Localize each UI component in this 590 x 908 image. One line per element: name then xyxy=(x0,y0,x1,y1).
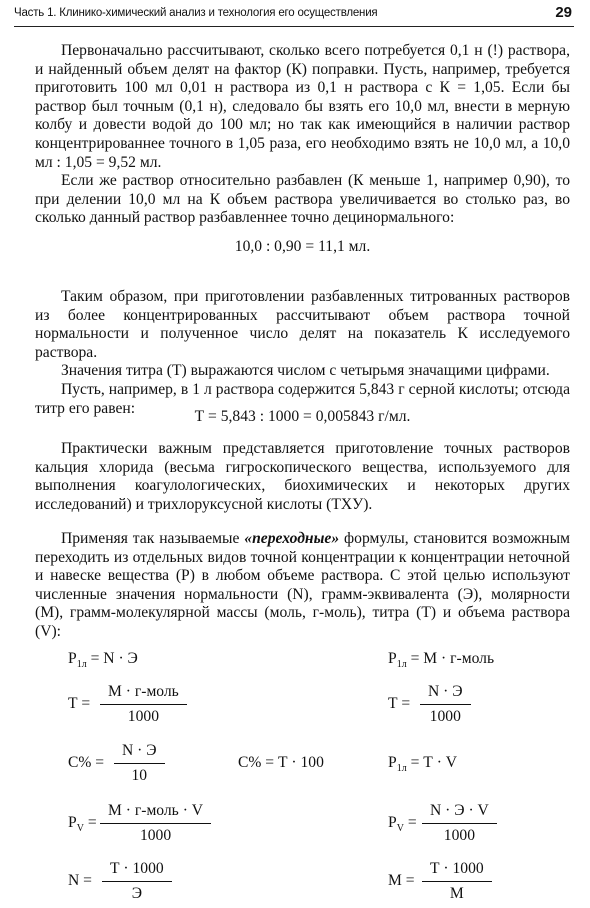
formula-t-mgmol-lhs: Т = xyxy=(68,695,91,712)
formula-p1l-ne: $Р_{1л} = N \cdot Э$ xyxy=(68,650,138,671)
equation-2: Т = 5,843 : 1000 = 0,005843 г/мл. xyxy=(194,408,411,425)
formula-pv-mgmol-fraction: М · г-моль · V 1000 xyxy=(100,802,211,845)
equation-1: 10,0 : 0,90 = 11,1 мл. xyxy=(234,238,371,255)
paragraph-3: Таким образом, при приготовлении разбавленных титрованных растворов из более концентрированных рассчитывают объем раствора точной нормальности и полученное число делят на показатель К исследуемого раствора. xyxy=(35,288,570,361)
text-block-1 xyxy=(35,42,570,228)
formula-pv-ne-lhs: $Р_V$ = xyxy=(388,814,417,835)
formula-n-lhs: N = xyxy=(68,872,92,889)
paragraph-7: Применяя так называемые «переходные» формулы, становится возможным переходить из отдельных видов точной концентрации к концентрации неточной и навеске вещества (Р) в любом объеме раствора. С этой целью используют численные значения нормальности (N), грамм-эквивалента (Э), молярности (М), грамм-молекулярной массы (моль, г-моль), титра (Т) и объема раствора (V): xyxy=(35,530,571,640)
paragraph-6: Практически важным представляется приготовление точных растворов кальция хлорида (весьма гигроскопического вещества, используемого для выполнения коагулологических, биохимических и некоторых других исследований) и трихлоруксусной кислоты (ТХУ). xyxy=(35,440,570,513)
formula-t-ne-lhs: Т = xyxy=(388,695,411,712)
formula-n-fraction: Т · 1000 Э xyxy=(102,860,172,903)
formula-c-ne-fraction: N · Э 10 xyxy=(114,742,165,785)
paragraph-1: Первоначально рассчитывают, сколько всего потребуется 0,1 н (!) раствора, и найденный объем делят на фактор (К) поправки. Пусть, например, требуется приготовить 100 мл 0,01 н раствора из 0,1 н раствора с К = 1,05. Если бы раствор был точным (0,1 н), следовало бы взять его 10,0 мл, внести в мерную колбу и довести водой до 100 мл; но так как имеющийся в наличии раствор концентрированнее точного в 1,05 раза, его необходимо взять не 10,0 мл, а 10,0 мл : 1,05 = 9,52 мл. xyxy=(35,42,570,171)
formula-pv-ne-fraction: N · Э · V 1000 xyxy=(422,802,497,845)
page-header xyxy=(14,4,574,27)
page-number: 29 xyxy=(555,4,572,21)
text-block-4 xyxy=(35,530,570,642)
formula-p1l-tv: $Р_{1л} = Т \cdot V$ xyxy=(388,754,458,775)
formula-p1l-mgmol: $Р_{1л} = М$ · г-моль xyxy=(388,650,495,671)
paragraph-5: Пусть, например, в 1 л раствора содержится 5,843 г серной кислоты; отсюда титр его равен: xyxy=(35,380,570,417)
paragraph-2: Если же раствор относительно разбавлен (К меньше 1, например 0,90), то при делении 10,0 мл на К объем раствора увеличивается во столько раз, во сколько данный раствор разбавленнее точно децинормального: xyxy=(35,172,570,227)
text-block-2 xyxy=(35,288,570,418)
formula-t-mgmol-fraction: М · г-моль 1000 xyxy=(100,683,187,726)
formula-m-fraction: Т · 1000 М xyxy=(422,860,492,903)
paragraph-4: Значения титра (Т) выражаются числом с четырьмя значащими цифрами. xyxy=(61,362,550,380)
formula-t-ne-fraction: N · Э 1000 xyxy=(420,683,471,726)
running-title: Часть 1. Клинико-химический анализ и технология его осуществления xyxy=(14,7,378,19)
formula-m-lhs: М = xyxy=(388,872,415,889)
emphasis-term: «переходные» xyxy=(244,530,340,547)
formula-c-t100: С% = Т · 100 xyxy=(238,754,324,771)
formula-c-ne-lhs: С% = xyxy=(68,754,105,771)
formula-pv-mgmol-lhs: $Р_V$ = xyxy=(68,814,97,835)
text-block-3 xyxy=(35,440,570,514)
